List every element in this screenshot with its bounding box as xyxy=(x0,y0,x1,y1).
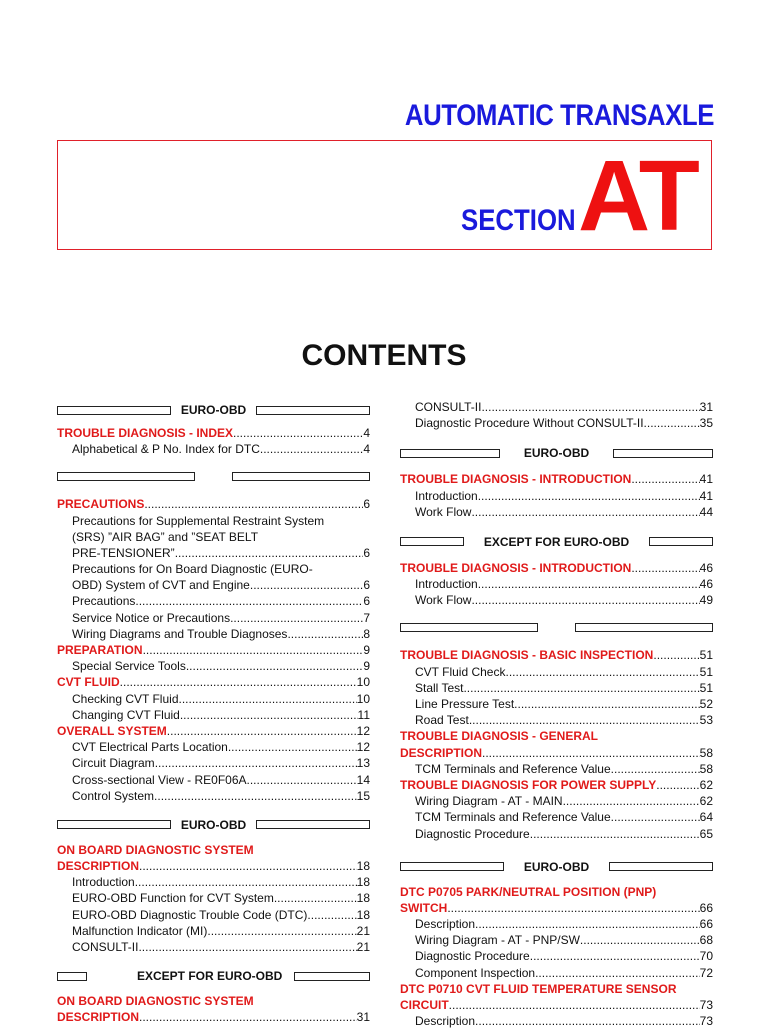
toc-entry-link[interactable]: TROUBLE DIAGNOSIS - INTRODUCTION ..... 46 xyxy=(400,560,713,576)
group-header: EXCEPT FOR EURO-OBD xyxy=(57,967,370,985)
toc-entry-link[interactable]: EURO-OBD Function for CVT System ..... 18 xyxy=(57,891,370,907)
group-header: EURO-OBD xyxy=(400,444,713,462)
toc-entry-link[interactable]: Work Flow ..... 44 xyxy=(400,504,713,520)
toc-entry-link[interactable]: Description ..... 73 xyxy=(400,1013,713,1029)
toc-entry-link[interactable]: Diagnostic Procedure Without CONSULT-II ..... 35 xyxy=(400,415,713,431)
toc-entry-text: Precautions for Supplemental Restraint System xyxy=(72,513,325,528)
toc-entry-link[interactable]: SWITCH ..... 66 xyxy=(400,900,713,916)
toc-right-column xyxy=(400,399,713,1029)
toc-entry-text: Precautions for On Board Diagnostic (EURO- xyxy=(72,562,313,577)
toc-entry-link[interactable]: Changing CVT Fluid ..... 11 xyxy=(57,707,370,723)
toc-entry-link[interactable]: Diagnostic Procedure ..... 70 xyxy=(400,949,713,965)
toc-entry-link[interactable]: TCM Terminals and Reference Value ..... 58 xyxy=(400,761,713,777)
toc-entry-link[interactable]: PREPARATION ..... 9 xyxy=(57,642,370,658)
toc-entry-link[interactable]: Wiring Diagram - AT - MAIN ..... 62 xyxy=(400,793,713,809)
toc-entry-link[interactable]: Introduction ..... 18 xyxy=(57,874,370,890)
toc-entry-text: (SRS) ”AIR BAG” and ”SEAT BELT xyxy=(72,529,259,544)
toc-entry-link[interactable]: PRECAUTIONS ..... 6 xyxy=(57,496,370,512)
toc-entry-link[interactable]: PRE-TENSIONER” ..... 6 xyxy=(57,545,370,561)
toc-entry-link[interactable]: Special Service Tools ..... 9 xyxy=(57,658,370,674)
toc-entry-link[interactable]: Introduction ..... 41 xyxy=(400,488,713,504)
toc-entry-link[interactable]: OBD) System of CVT and Engine ..... 6 xyxy=(57,577,370,593)
toc-entry-text: ON BOARD DIAGNOSTIC SYSTEM xyxy=(57,994,254,1009)
toc-entry-text: ON BOARD DIAGNOSTIC SYSTEM xyxy=(57,842,254,857)
toc-entry-link[interactable]: CONSULT-II ..... 31 xyxy=(400,399,713,415)
toc-entry-link[interactable]: Cross-sectional View - RE0F06A ..... 14 xyxy=(57,772,370,788)
toc-entry-link[interactable]: Malfunction Indicator (MI) ..... 21 xyxy=(57,923,370,939)
toc-entry-link[interactable]: OVERALL SYSTEM ..... 12 xyxy=(57,723,370,739)
toc-entry-link[interactable]: Diagnostic Procedure ..... 65 xyxy=(400,826,713,842)
toc-entry-link[interactable]: Alphabetical & P No. Index for DTC ..... 4 xyxy=(57,441,370,457)
toc-entry-link[interactable]: Description ..... 66 xyxy=(400,916,713,932)
group-header: EXCEPT FOR EURO-OBD xyxy=(400,533,713,551)
toc-entry-text: DTC P0710 CVT FLUID TEMPERATURE SENSOR xyxy=(400,981,677,996)
toc-entry-link[interactable]: TCM Terminals and Reference Value ..... 64 xyxy=(400,809,713,825)
toc-entry-link[interactable]: CVT Electrical Parts Location ..... 12 xyxy=(57,739,370,755)
toc-left-column xyxy=(57,399,370,1026)
group-header: EURO-OBD xyxy=(400,858,713,876)
toc-entry-link[interactable]: Wiring Diagram - AT - PNP/SW ..... 68 xyxy=(400,932,713,948)
contents-heading: CONTENTS xyxy=(301,339,467,372)
group-separator xyxy=(400,619,713,637)
toc-entry-link[interactable]: Circuit Diagram ..... 13 xyxy=(57,755,370,771)
toc-entry-link[interactable]: Work Flow ..... 49 xyxy=(400,592,713,608)
toc-entry-link[interactable]: CVT Fluid Check ..... 51 xyxy=(400,664,713,680)
toc-entry-link[interactable]: Line Pressure Test ..... 52 xyxy=(400,696,713,712)
toc-entry-link[interactable]: Wiring Diagrams and Trouble Diagnoses ..... 8 xyxy=(57,626,370,642)
toc-entry-link[interactable]: Component Inspection ..... 72 xyxy=(400,965,713,981)
toc-entry-link[interactable]: Service Notice or Precautions ..... 7 xyxy=(57,610,370,626)
toc-entry-link[interactable]: DESCRIPTION ..... 31 xyxy=(57,1009,370,1025)
toc-entry-link[interactable]: Control System ..... 15 xyxy=(57,788,370,804)
toc-entry-link[interactable]: CONSULT-II ..... 21 xyxy=(57,939,370,955)
group-separator xyxy=(57,467,370,485)
toc-entry-link[interactable]: DESCRIPTION ..... 58 xyxy=(400,745,713,761)
toc-entry-link[interactable]: CIRCUIT ..... 73 xyxy=(400,997,713,1013)
toc-entry-link[interactable]: TROUBLE DIAGNOSIS - INTRODUCTION ..... 41 xyxy=(400,471,713,487)
toc-entry-link[interactable]: CVT FLUID ..... 10 xyxy=(57,674,370,690)
toc-entry-link[interactable]: TROUBLE DIAGNOSIS FOR POWER SUPPLY ..... 62 xyxy=(400,777,713,793)
manual-title: AUTOMATIC TRANSAXLE xyxy=(404,99,714,132)
section-code: AT xyxy=(578,140,696,252)
toc-entry-text: TROUBLE DIAGNOSIS - GENERAL xyxy=(400,729,599,744)
toc-entry-link[interactable]: TROUBLE DIAGNOSIS - INDEX ..... 4 xyxy=(57,425,370,441)
toc-entry-link[interactable]: Stall Test ..... 51 xyxy=(400,680,713,696)
toc-entry-link[interactable]: Road Test ..... 53 xyxy=(400,712,713,728)
toc-entry-link[interactable]: Introduction ..... 46 xyxy=(400,576,713,592)
group-header: EURO-OBD xyxy=(57,816,370,834)
section-label: SECTION xyxy=(461,204,576,237)
toc-entry-link[interactable]: Precautions ..... 6 xyxy=(57,594,370,610)
toc-entry-link[interactable]: Checking CVT Fluid ..... 10 xyxy=(57,691,370,707)
toc-entry-link[interactable]: DESCRIPTION ..... 18 xyxy=(57,858,370,874)
toc-entry-link[interactable]: TROUBLE DIAGNOSIS - BASIC INSPECTION ..... 51 xyxy=(400,648,713,664)
toc-entry-text: DTC P0705 PARK/NEUTRAL POSITION (PNP) xyxy=(400,884,657,899)
toc-entry-link[interactable]: EURO-OBD Diagnostic Trouble Code (DTC) ..... 18 xyxy=(57,907,370,923)
group-header: EURO-OBD xyxy=(57,401,370,419)
